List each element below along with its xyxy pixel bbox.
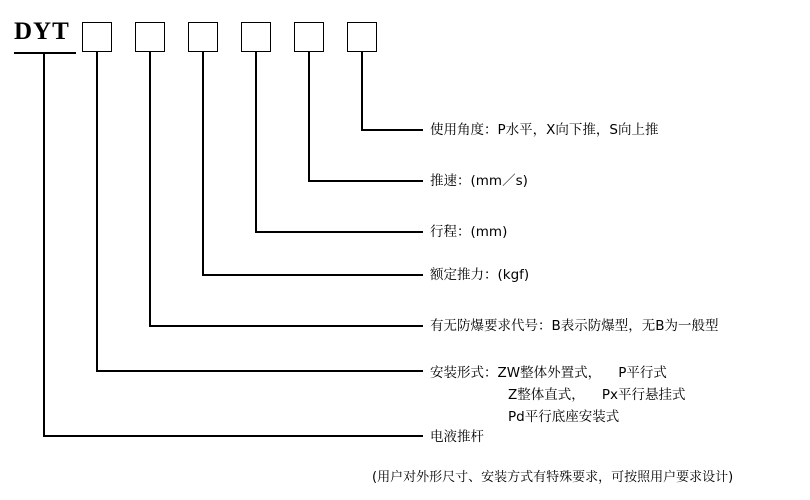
code-box-1[interactable] [82, 22, 112, 52]
label-mounting-type-line3: Pd平行底座安装式 [508, 409, 620, 425]
prefix-underline [14, 52, 76, 54]
leader-5-vertical [308, 52, 310, 181]
leader-2-vertical [149, 52, 151, 326]
label-product-name: 电液推杆 [430, 429, 484, 445]
code-box-6[interactable] [347, 22, 377, 52]
code-box-2[interactable] [135, 22, 165, 52]
leader-4-vertical [255, 52, 257, 232]
footnote: (用户对外形尺寸、安装方式有特殊要求，可按照用户要求设计) [372, 470, 734, 485]
code-box-4[interactable] [241, 22, 271, 52]
label-rated-force: 额定推力：(kgf) [430, 267, 530, 283]
label-explosion-proof: 有无防爆要求代号：B表示防爆型，无B为一般型 [430, 318, 719, 334]
label-mounting-type-line1: 安装形式：ZW整体外置式， P平行式 [430, 365, 667, 381]
leader-1-horizontal [96, 370, 423, 372]
leader-2-horizontal [149, 325, 423, 327]
leader-0-horizontal [43, 435, 423, 437]
leader-1-vertical [96, 52, 98, 371]
leader-4-horizontal [255, 231, 423, 233]
label-mounting-type-line2: Z整体直式， Px平行悬挂式 [508, 387, 686, 403]
leader-6-horizontal [361, 129, 423, 131]
leader-0-vertical [43, 52, 45, 436]
leader-5-horizontal [308, 180, 423, 182]
label-usage-angle: 使用角度：P水平，X向下推，S向上推 [430, 122, 659, 138]
label-stroke: 行程：(mm) [430, 224, 508, 240]
code-box-5[interactable] [294, 22, 324, 52]
model-prefix: DYT [14, 18, 70, 45]
label-speed: 推速：(mm／s) [430, 173, 528, 189]
leader-3-vertical [202, 52, 204, 275]
code-box-3[interactable] [188, 22, 218, 52]
leader-6-vertical [361, 52, 363, 130]
leader-3-horizontal [202, 274, 423, 276]
